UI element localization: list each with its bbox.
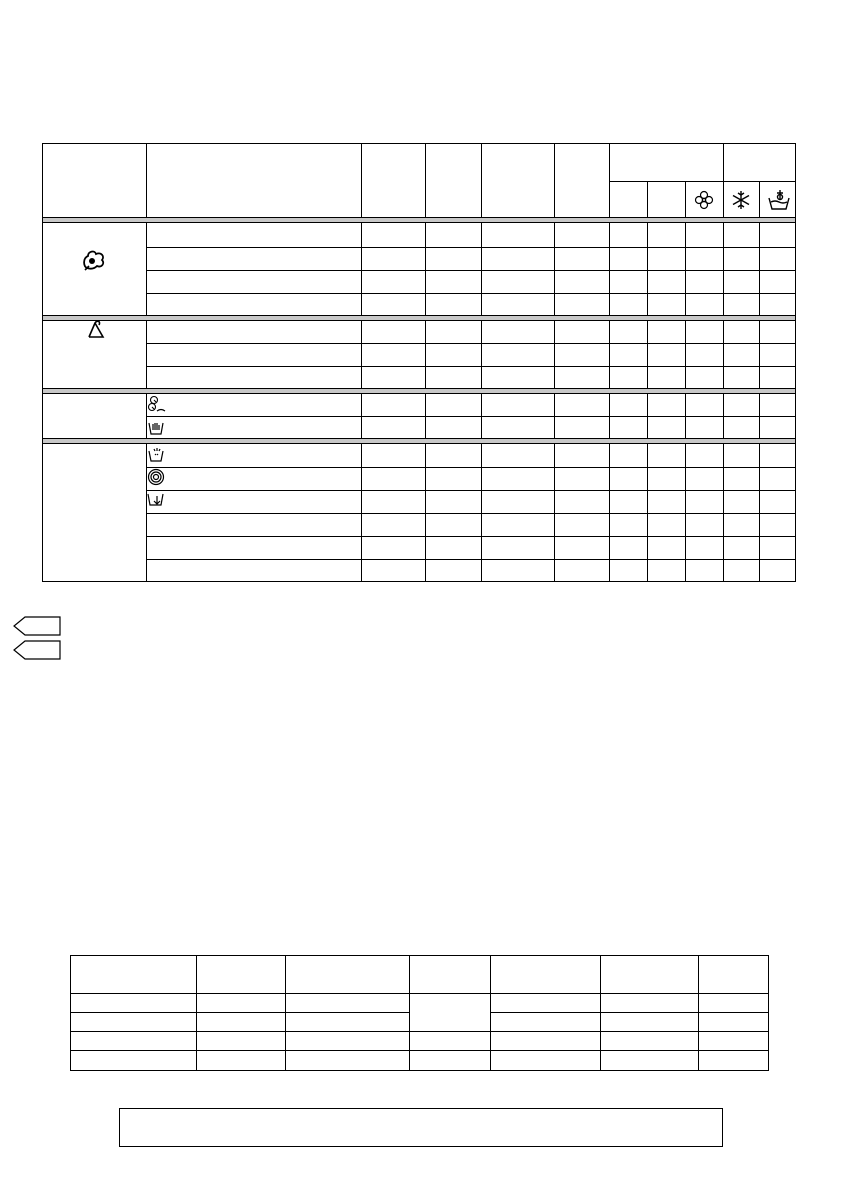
note-box [119, 1108, 723, 1147]
col-divider [647, 181, 648, 581]
row-line [71, 1050, 768, 1051]
group-separator [43, 315, 795, 321]
cold-water-icon [767, 188, 791, 212]
row-line [146, 270, 796, 271]
snowflake-icon [731, 190, 751, 210]
header-split [609, 181, 796, 182]
row-line [71, 1031, 768, 1032]
flower-icon [694, 190, 714, 210]
row-line [146, 247, 796, 248]
row-line [146, 293, 796, 294]
col-divider [600, 956, 601, 1070]
col-divider [146, 144, 147, 581]
row-line [146, 366, 796, 367]
spin-icon [147, 468, 165, 486]
row-line [146, 416, 796, 417]
row-line [146, 490, 796, 491]
group-separator [43, 438, 795, 444]
col-divider [685, 181, 686, 581]
row-line [71, 993, 768, 994]
row-line [146, 559, 796, 560]
row-line [490, 1012, 768, 1013]
group-separator [43, 388, 795, 394]
handwash-icon [147, 418, 165, 436]
col-divider [481, 144, 482, 581]
group-separator [43, 217, 795, 223]
row-line [71, 1012, 409, 1013]
col-divider [609, 144, 610, 581]
col-divider [196, 956, 197, 1070]
synthetics-iron-icon [85, 319, 107, 341]
drain-icon [147, 491, 165, 509]
col-divider [759, 181, 760, 581]
col-divider [490, 956, 491, 1070]
row-line [146, 513, 796, 514]
consumption-table [70, 955, 769, 1071]
programme-table [42, 143, 796, 582]
col-divider [554, 144, 555, 581]
row-line [146, 343, 796, 344]
row-line [146, 467, 796, 468]
cotton-icon [81, 248, 107, 272]
col-divider [425, 144, 426, 581]
col-divider [723, 144, 724, 581]
tag-shape-icon [13, 616, 61, 636]
col-divider [698, 956, 699, 1070]
col-divider [409, 956, 410, 1070]
tag-shape-icon [13, 640, 61, 660]
col-divider [285, 956, 286, 1070]
wool-icon [147, 395, 167, 415]
col-divider [361, 144, 362, 581]
row-line [146, 536, 796, 537]
rinse-icon [147, 445, 165, 463]
